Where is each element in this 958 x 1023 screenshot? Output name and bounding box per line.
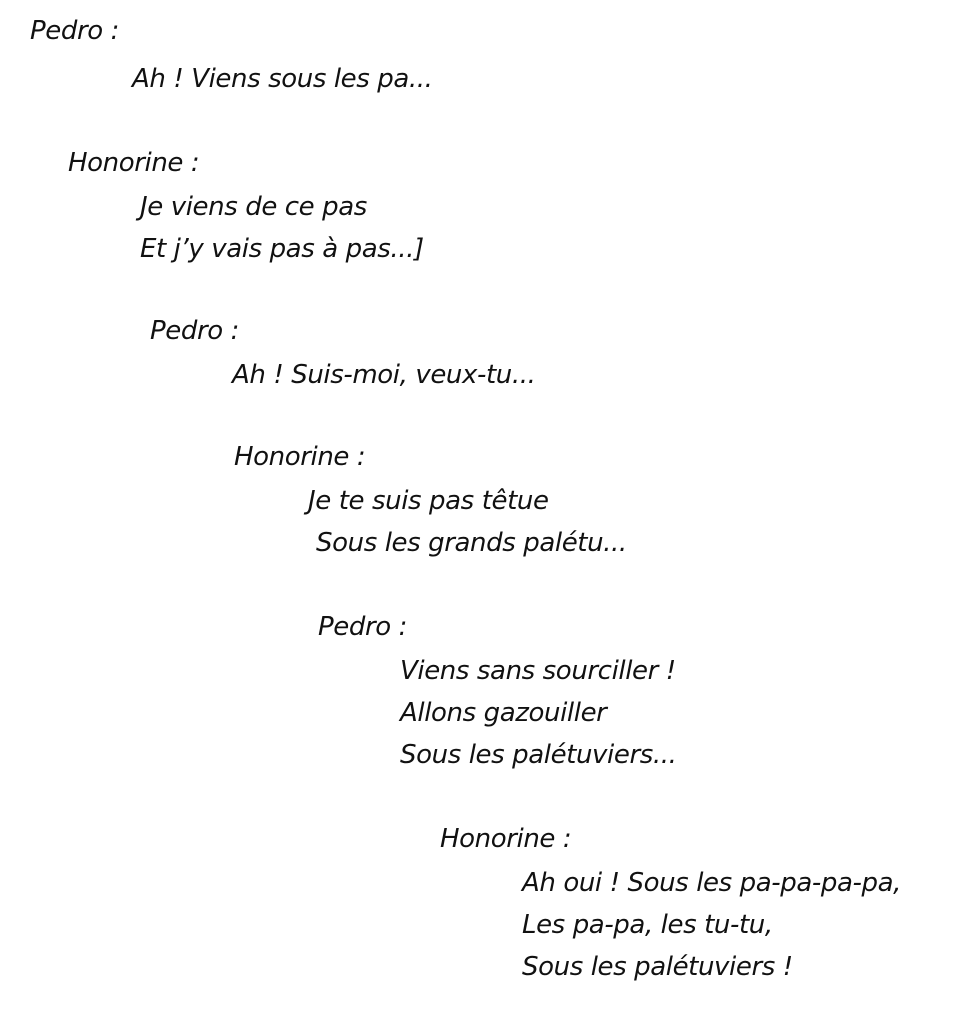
- verse-line: Les pa-pa, les tu-tu,: [522, 910, 773, 940]
- verse-line: Ah ! Suis-moi, veux-tu...: [232, 360, 536, 390]
- speaker-pedro: Pedro :: [318, 612, 407, 642]
- speaker-honorine: Honorine :: [68, 148, 200, 178]
- verse-line: Et j’y vais pas à pas...]: [140, 234, 424, 264]
- verse-line: Sous les palétuviers !: [522, 952, 793, 982]
- speaker-honorine: Honorine :: [234, 442, 366, 472]
- verse-line: Ah ! Viens sous les pa...: [132, 64, 433, 94]
- verse-line: Allons gazouiller: [400, 698, 607, 728]
- speaker-pedro: Pedro :: [30, 16, 119, 46]
- verse-line: Je viens de ce pas: [140, 192, 367, 222]
- verse-line: Viens sans sourciller !: [400, 656, 676, 686]
- verse-line: Je te suis pas têtue: [308, 486, 549, 516]
- verse-line: Sous les palétuviers...: [400, 740, 677, 770]
- verse-line: Ah oui ! Sous les pa-pa-pa-pa,: [522, 868, 901, 898]
- verse-line: Sous les grands palétu...: [316, 528, 627, 558]
- speaker-honorine: Honorine :: [440, 824, 572, 854]
- speaker-pedro: Pedro :: [150, 316, 239, 346]
